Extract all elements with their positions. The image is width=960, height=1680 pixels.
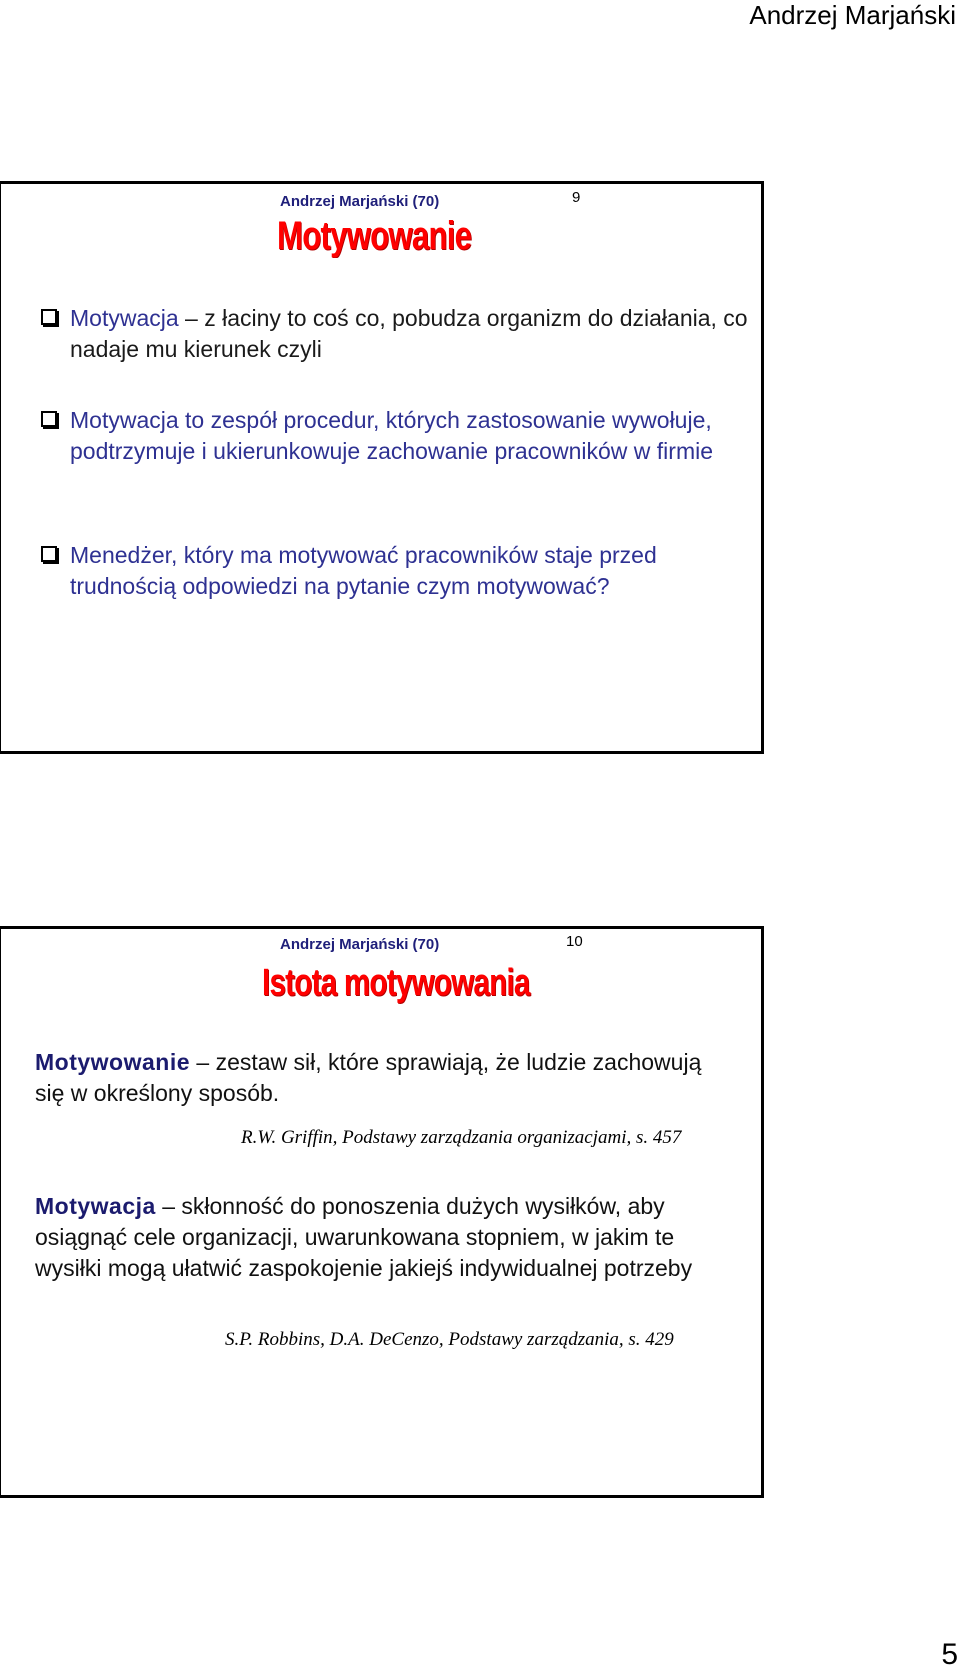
definition-text: – skłonność do ponoszenia dużych wysiłków, aby osiągnąć cele organizacji, uwarunkowana stopniem, w jakim te wysiłki mogą ułatwić zaspokojenie jakiejś indywidualnej potrzeby: [35, 1193, 693, 1281]
bullet-text: Menedżer, który ma motywować pracowników staje przed trudnością odpowiedzi na pytanie czym motywować?: [70, 542, 657, 599]
bullet-term: Motywacja to zespół procedur: [70, 407, 373, 433]
slide-title: Motywowanie: [277, 214, 472, 258]
bullet-item: [41, 303, 760, 365]
checkbox-bullet-icon: [41, 411, 57, 427]
slide-author: Andrzej Marjański (70): [280, 193, 440, 210]
page-header-author: Andrzej Marjański: [749, 0, 956, 30]
bullet-item: [41, 405, 760, 467]
slide-number: 10: [566, 933, 583, 950]
bullet-term: Motywacja: [70, 305, 179, 331]
definition-term: Motywacja: [35, 1193, 156, 1219]
slide-number: 9: [572, 189, 581, 206]
slide-10: [0, 926, 764, 1498]
checkbox-bullet-icon: [41, 546, 57, 562]
page-number: 5: [941, 1638, 958, 1671]
bullet-text: – z łaciny to coś co, pobudza organizm do działania, co nadaje mu kierunek czyli: [70, 305, 748, 362]
definition-term: Motywowanie: [35, 1049, 191, 1075]
slide-9: [0, 181, 764, 754]
definition-motywacja: [35, 1191, 735, 1284]
citation: R.W. Griffin, Podstawy zarządzania organizacjami, s. 457: [241, 1127, 682, 1148]
checkbox-bullet-icon: [41, 309, 57, 325]
slide-author: Andrzej Marjański (70): [280, 936, 440, 953]
citation: S.P. Robbins, D.A. DeCenzo, Podstawy zarządzania, s. 429: [225, 1329, 674, 1350]
slide-title: Istota motywowania: [262, 962, 530, 1004]
definition-motywowanie: [35, 1047, 735, 1109]
bullet-item: [41, 540, 760, 602]
definition-text: – zestaw sił, które sprawiają, że ludzie zachowują się w określony sposób.: [35, 1049, 702, 1106]
bullet-text: , których zastosowanie wywołuje, podtrzymuje i ukierunkowuje zachowanie pracowników w firmie: [70, 407, 714, 464]
